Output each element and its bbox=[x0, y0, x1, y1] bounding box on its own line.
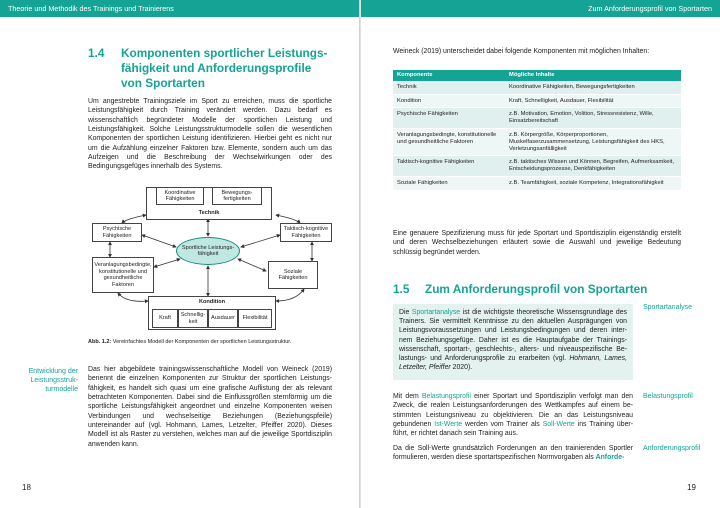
term-anforderungsprofil: Anforde- bbox=[595, 454, 625, 462]
leistungsstruktur-diagram bbox=[88, 185, 334, 333]
schnelligkeit-box: Schnelligkeit bbox=[178, 309, 208, 328]
text-run: Mit dem bbox=[393, 393, 422, 400]
infobox-citation: Hohmann, Lames, Letzelter, Pfeiffer bbox=[399, 355, 627, 372]
term-belastungsprofil: Belastungsprofil bbox=[421, 393, 471, 400]
table-cell: z.B. Körpergröße, Körperproportionen, Muskelfaserzusammensetzung, Leistungsfähigkeit des HKS, Verletzungsanfälligkeit bbox=[505, 128, 681, 155]
text-run: einer Sportart und Sportdisziplin verfolgt man den Zweck, die realen Leistungsanforderungen des Wettkampfes auf einem bestimmten Leistungsniveau zu objektivieren. Die an das Leistungsniveau gebundenen bbox=[393, 393, 633, 429]
left-page bbox=[0, 0, 359, 508]
paragraph-weineck-model bbox=[88, 365, 332, 449]
table-cell: Soziale Fähigkeiten bbox=[393, 176, 505, 190]
term-ist-werte: Ist-Werte bbox=[434, 421, 463, 429]
intro-paragraph: Um angestrebte Trainingsziele im Sport zu erreichen, muss die sportliche Leistungsfähigkeit durch Training verändert werden. Dazu bedarf es wissenschaftlich begründeter Modelle der sportlichen Leistung und Leistungsfähigkeit. Solche Leistungsstrukturmodelle sollen die wesentlichen Komponenten der sportlichen Leistung identifizieren. Hierbei geht es nicht nur um die Aufzählung einzelner Faktoren bzw. Elemente, sondern auch um das Aufzeigen und die Beschreibung der Wechselwirkungen oder des Bedingungsgefüges innerhalb des Systems. bbox=[88, 98, 332, 171]
caption-text: Vereinfachtes Modell der Komponenten der sportlichen Leistungsstruktur. bbox=[111, 339, 292, 345]
table-cell: Koordinative Fähigkeiten, Bewegungsfertigkeiten bbox=[505, 81, 681, 94]
text-run: ins Training überführt, er richtet danach sein Training aus. bbox=[393, 421, 633, 438]
text-run: Da die Soll-Werte grundsätzlich Forderungen an den trainierenden Sportler formulieren, werden diese sportartspezifischen Normvorgaben als bbox=[393, 445, 633, 462]
paragraph-anforderungsprofil bbox=[393, 444, 633, 463]
infobox-text: ist die wichtigste theoretische Wissensgrundlage des Trainers. Sie vermittelt Kenntnisse zu den aktuellen Ausprägungen von Leistungsvoraussetzungen und Leistungsbedingungen und deren internem Beziehungsgefüge. Daher ist es die Hauptaufgabe der Trainingswissenschaft, sportart-, geschlechts-, alters- und niveauspezifische Belastungs- und Anforderungsprofile zu erarbeiten (vgl. bbox=[399, 309, 627, 363]
table-cell: Taktisch-kognitive Fähigkeiten bbox=[393, 156, 505, 177]
table-cell: Kondition bbox=[393, 94, 505, 108]
table-row bbox=[393, 108, 681, 129]
paragraph-weineck-text: Das hier abgebildete trainingswissenschaftliche Modell von Weineck (2019) benennt die einzelnen Komponenten zur Struktur der sportlichen Leistungsfähigkeit, es handelt sich quasi um eine grafische Auflistung der als relevant betrachteten Komponenten. Dabei sind die Einflussgrößen sternförmig um die sportliche Leistungsfähigkeit angeordnet und einzelne Komponenten weisen Verbindungen und wechselseitige Beziehungen (Beziehungspfeile) untereinander auf (vgl. Hohmann, Lames, Letzelter, Pfeiffer 2020). Dieses Modell ist als Raster zu verstehen, welches man auf die jeweilige Sportdisziplin anwenden kann. bbox=[88, 366, 332, 448]
page-number-left: 18 bbox=[22, 483, 31, 492]
taktisch-kognitive-box: Taktisch-kognitive Fähigkeiten bbox=[280, 223, 332, 242]
table-row bbox=[393, 81, 681, 94]
caption-prefix: Abb. 1.2: bbox=[88, 339, 112, 345]
right-page bbox=[361, 0, 720, 508]
components-table bbox=[393, 70, 681, 191]
term-soll-werte: Soll-Werte bbox=[542, 421, 575, 429]
paragraph-belastungsprofil bbox=[393, 392, 633, 439]
figure-caption bbox=[88, 339, 291, 345]
table-row bbox=[393, 128, 681, 155]
page-number-right: 19 bbox=[687, 483, 696, 492]
table-cell: z.B. Teamfähigkeit, soziale Kompetenz, Integrationsfähigkeit bbox=[505, 176, 681, 190]
margin-note-belastungsprofil: Belastungsprofil bbox=[643, 393, 693, 400]
section-title-2: Zum Anforderungsprofil von Sportarten bbox=[425, 282, 648, 296]
section-title: Komponenten sportlicher Leistungsfähigkeit und Anforderungsprofile von Sportarten bbox=[121, 46, 328, 90]
infobox-end: 2020). bbox=[450, 364, 473, 372]
table-cell: z.B. Motivation, Emotion, Volition, Stressresistenz, Wille, Einsatzbereitschaft bbox=[505, 108, 681, 129]
table-cell: Veranlagungsbedingte, konstitutionelle und gesundheitliche Faktoren bbox=[393, 128, 505, 155]
kondition-label: Kondition bbox=[149, 297, 275, 307]
ausdauer-box: Ausdauer bbox=[208, 309, 238, 328]
table-header-row bbox=[393, 70, 681, 81]
text-run: werden vom Trainer als bbox=[462, 421, 543, 429]
section-number: 1.4 bbox=[88, 46, 105, 60]
koordinative-faehigkeiten-box: Koordinative Fähigkeiten bbox=[156, 187, 204, 205]
running-header-left: Theorie und Methodik des Trainings und Trainierens bbox=[0, 0, 359, 17]
table-row bbox=[393, 176, 681, 190]
infobox-pre: Die bbox=[399, 309, 412, 316]
section-number-2: 1.5 bbox=[393, 282, 410, 296]
soziale-faehigkeiten-box: Soziale Fähigkeiten bbox=[268, 261, 318, 289]
table-cell: z.B. taktisches Wissen und Können, Begreifen, Aufmerksamkeit, Entscheidungsprozesse, Denkfähigkeiten bbox=[505, 156, 681, 177]
table-header-komponente: Komponente bbox=[393, 70, 505, 81]
margin-note-leistungsstrukturmodelle: Entwicklung der Leistungsstrukturmodelle bbox=[28, 368, 78, 393]
table-row bbox=[393, 94, 681, 108]
table-row bbox=[393, 156, 681, 177]
term-sportartanalyse: Sportartanalyse bbox=[411, 309, 461, 316]
definition-box bbox=[393, 304, 633, 380]
table-cell: Technik bbox=[393, 81, 505, 94]
margin-note-anforderungsprofil: Anforderungsprofil bbox=[643, 445, 701, 452]
table-cell: Psychische Fähigkeiten bbox=[393, 108, 505, 129]
kraft-box: Kraft bbox=[152, 309, 178, 328]
table-header-inhalte: Mögliche Inhalte bbox=[505, 70, 681, 81]
psychische-faehigkeiten-box: Psychische Fähigkeiten bbox=[92, 223, 142, 242]
margin-note-sportartanalyse: Sportartanalyse bbox=[643, 304, 693, 311]
flexibilitaet-box: Flexibilität bbox=[238, 309, 272, 328]
bewegungsfertigkeiten-box: Bewegungsfertigkeiten bbox=[212, 187, 262, 205]
table-intro: Weineck (2019) unterscheidet dabei folgende Komponenten mit möglichen Inhalten: bbox=[393, 48, 650, 55]
sportliche-leistungsfaehigkeit-center: Sportliche Leistungsfähigkeit bbox=[176, 237, 240, 265]
running-header-right: Zum Anforderungsprofil von Sportarten bbox=[361, 0, 720, 17]
table-cell: Kraft, Schnelligkeit, Ausdauer, Flexibilität bbox=[505, 94, 681, 108]
technik-label: Technik bbox=[147, 207, 271, 219]
veranlagung-box: Veranlagungsbedingte, konstitutionelle und gesundheitliche Faktoren bbox=[92, 257, 154, 293]
paragraph-after-table: Eine genauere Spezifizierung muss für jede Sportart und Sportdisziplin eigenständig erstellt und deren Wechselbeziehungen erläutert sowie die Auswahl und jeweilige Bedeutung schlüssig begründet werden. bbox=[393, 230, 681, 256]
